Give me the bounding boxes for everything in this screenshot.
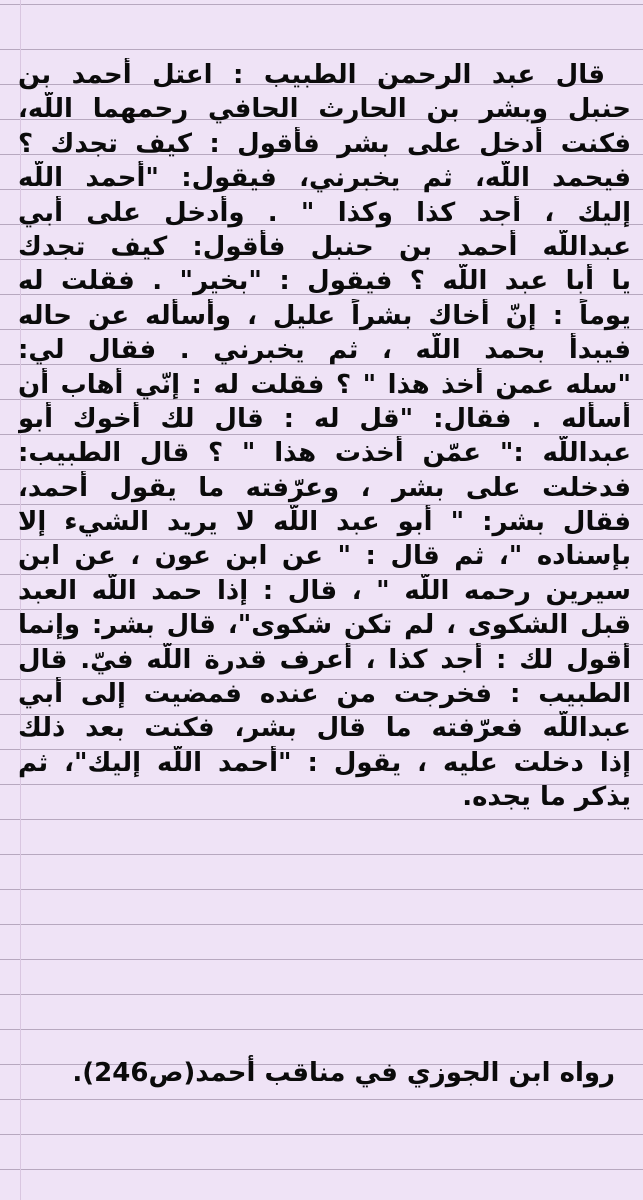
- narration-line: أقول لك : أجد كذا ، أعرف قدرة اللّه فيّ. قال: [18, 644, 631, 675]
- narration-line: سيرين رحمه اللّه " ، قال : إذا حمد اللّه العبد: [18, 575, 631, 606]
- narration-line: إذا دخلت عليه ، يقول : "أحمد اللّه إليك"، ثم: [18, 747, 631, 778]
- narration-line: عبداللّه أحمد بن حنبل فأقول: كيف تجدك: [18, 231, 631, 262]
- narration-line: فقال بشر: " أبو عبد اللّه لا يريد الشيء إلا: [18, 507, 631, 538]
- narration-line: يذكر ما يجده.: [462, 782, 631, 813]
- narration-line: عبداللّه فعرّفته ما قال بشر، فكنت بعد ذلك: [18, 713, 631, 744]
- narration-line: فيحمد اللّه، ثم يخبرني، فيقول: "أحمد اللّه: [18, 163, 631, 194]
- narration-line: "سله عمن أخذ هذا " ؟ فقلت له : إنّي أهاب أن: [18, 369, 631, 400]
- narration-line: إليك ، أجد كذا وكذا " . وأدخل على أبي: [18, 197, 631, 228]
- narration-line: قال عبد الرحمن الطبيب : اعتل أحمد بن: [18, 60, 605, 90]
- narration-line: الطبيب : فخرجت من عنده فمضيت إلى أبي: [18, 679, 631, 710]
- source-citation: رواه ابن الجوزي في مناقب أحمد(ص246).: [72, 1058, 615, 1088]
- narration-line: عبداللّه :" عمّن أخذت هذا " ؟ قال الطبيب:: [18, 438, 631, 469]
- narration-paragraph: [18, 58, 631, 815]
- narration-line: فيبدأ بحمد اللّه ، ثم يخبرني . فقال لي:: [18, 335, 631, 366]
- narration-line: أسأله . فقال: "قل له : قال لك أخوك أبو: [18, 403, 631, 434]
- narration-line: يوماً : إنّ أخاك بشراً عليل ، وأسأله عن حاله: [18, 300, 631, 331]
- narration-line: يا أبا عبد اللّه ؟ فيقول : "بخير" . فقلت له: [18, 266, 631, 297]
- narration-line: قبل الشكوى ، لم تكن شكوى"، قال بشر: وإنما: [18, 610, 631, 641]
- narration-line: فكنت أدخل على بشر فأقول : كيف تجدك ؟: [18, 128, 631, 159]
- narration-line: بإسناده "، ثم قال : " عن ابن عون ، عن ابن: [18, 541, 631, 572]
- narration-line: حنبل وبشر بن الحارث الحافي رحمهما اللّه،: [18, 94, 631, 125]
- narration-line: فدخلت على بشر ، وعرّفته ما يقول أحمد،: [18, 472, 631, 503]
